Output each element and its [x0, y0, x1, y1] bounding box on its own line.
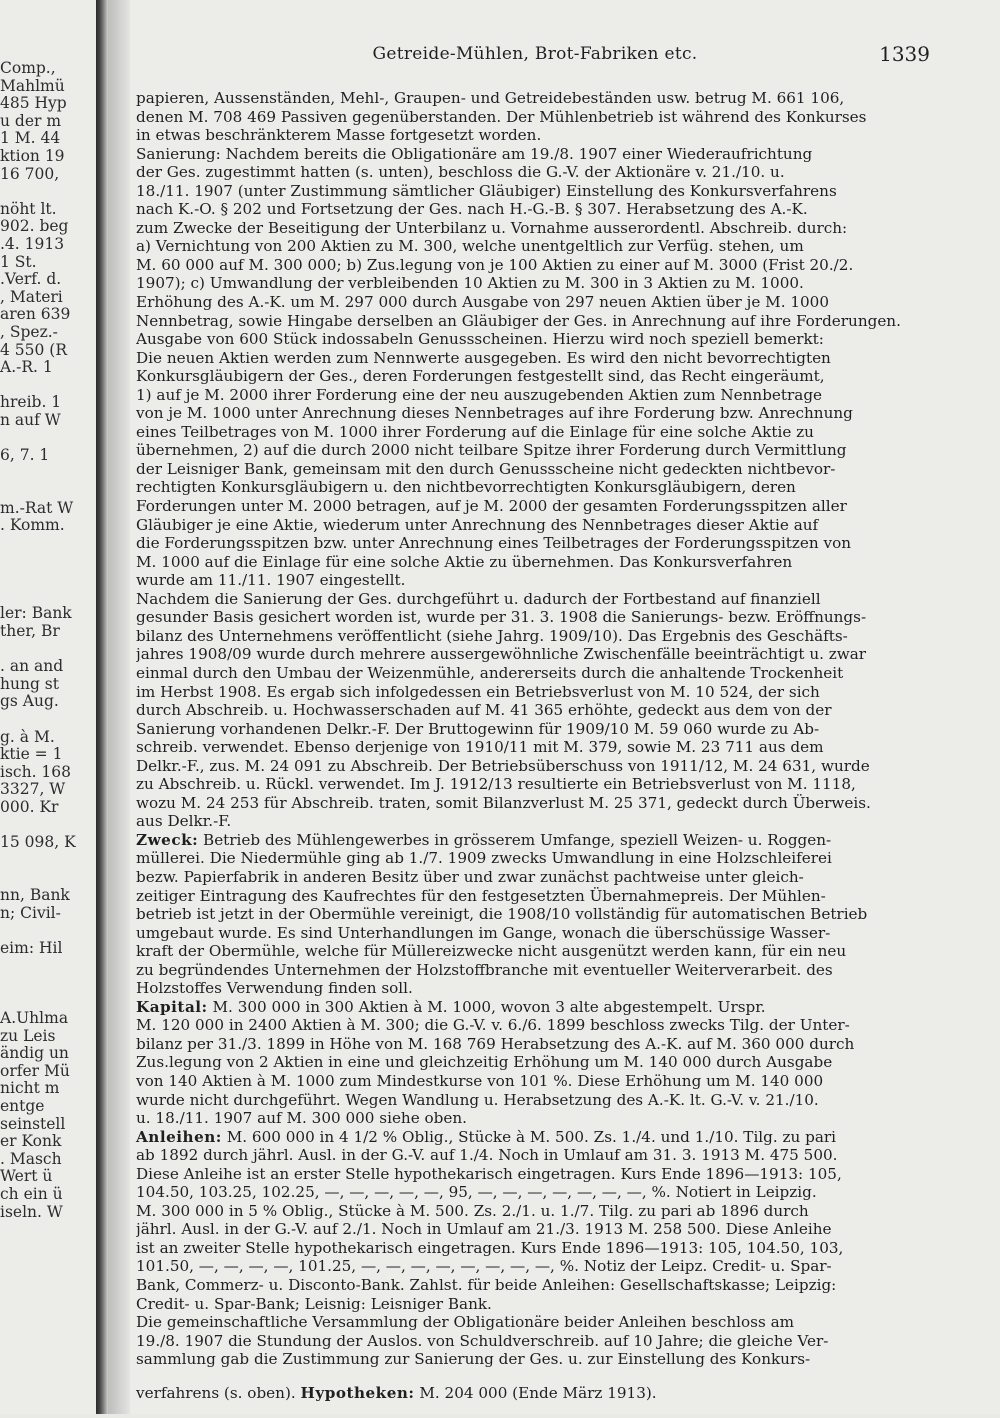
margin-fragment: 15 098, K: [0, 833, 76, 852]
margin-fragment: n; Civil-: [0, 903, 61, 922]
text-line: Konkursgläubigern der Ges., deren Forderungen festgestellt sind, das Recht eingeräumt,: [136, 367, 825, 386]
margin-fragment: [0, 957, 95, 975]
margin-fragment: ktion 19: [0, 146, 65, 165]
text-line: 19./8. 1907 die Stundung der Auslos. von Schuldverschreib. auf 10 Jahre; die gleiche Ver-: [136, 1331, 829, 1350]
margin-fragment: ktie = 1: [0, 745, 63, 764]
previous-page-margin: [0, 60, 95, 1400]
running-header: [140, 44, 930, 66]
text-line: wozu M. 24 253 für Abschreib. traten, somit Bilanzverlust M. 25 371, gedeckt durch Überweis.: [136, 793, 871, 812]
text-line: zum Zwecke der Beseitigung der Unterbilanz u. Vornahme ausserordentl. Abschreib. durch:: [136, 218, 848, 237]
margin-fragment: orfer Mü: [0, 1061, 70, 1080]
margin-fragment: m.-Rat W: [0, 498, 74, 517]
page-body: [136, 89, 922, 1418]
margin-fragment: [0, 975, 95, 993]
margin-fragment: [0, 183, 95, 201]
text-line: betrieb ist jetzt in der Obermühle vereinigt, die 1908/10 vollständig für automatischen Betrieb: [136, 905, 868, 924]
kapital-rest: [136, 1016, 922, 1127]
margin-fragment: [0, 429, 95, 447]
text-line: kraft der Obermühle, welche für Müllereizwecke nicht ausgenützt werden kann, für ein neu: [136, 942, 847, 961]
text-line: M. 300 000 in 5 % Oblig., Stücke à M. 500. Zs. 2./1. u. 1./7. Tilg. zu pari ab 1896 durch: [136, 1201, 809, 1220]
text-line: sammlung gab die Zustimmung zur Sanierung der Ges. u. zur Einstellung des Konkurs-: [136, 1350, 811, 1369]
margin-fragment: [0, 869, 95, 887]
text-line: zeitiger Eintragung des Kaufrechtes für den festgesetzten Übernahmepreis. Der Mühlen-: [136, 886, 826, 905]
anleihen-rest: [136, 1146, 922, 1313]
margin-fragment: 000. Kr: [0, 797, 59, 816]
margin-fragment: u der m: [0, 111, 62, 130]
margin-fragment: [0, 817, 95, 835]
margin-fragment: [0, 465, 95, 483]
text-line: bilanz des Unternehmens veröffentlicht (siehe Jahrg. 1909/10). Das Ergebnis des Geschäfts-: [136, 626, 848, 645]
margin-fragment: seinstell: [0, 1114, 66, 1133]
margin-fragment: ther, Br: [0, 622, 60, 640]
margin-fragment: [0, 852, 95, 870]
margin-fragment: A.-R. 1: [0, 358, 53, 377]
margin-fragment: . Masch: [0, 1149, 62, 1168]
text-line: denen M. 708 469 Passiven gegenüberstanden. Der Mühlenbetrieb ist während des Konkurses: [136, 107, 867, 126]
margin-fragment: Mahlmü: [0, 76, 65, 95]
anleihen-section: [136, 1128, 922, 1313]
text-line: M. 120 000 in 2400 Aktien à M. 300; die G.-V. v. 6./6. 1899 beschloss zwecks Tilg. der Unter-: [136, 1016, 850, 1035]
text-line: einmal durch den Umbau der Weizenmühle, andererseits durch die anhaltende Trockenheit: [136, 663, 844, 682]
margin-fragment: [0, 535, 95, 553]
text-line: bezw. Papierfabrik in anderen Besitz über und zwar zunächst pachtweise unter gleich-: [136, 867, 804, 886]
anleihen-label: Anleihen:: [136, 1127, 222, 1146]
text-line: jahres 1908/09 wurde durch mehrere aussergewöhnliche Zwischenfälle beeinträchtigt u. zwar: [136, 645, 867, 664]
closing-paragraph: [136, 1313, 922, 1369]
text-line: der Leisniger Bank, gemeinsam mit den durch Genussscheine nicht gedeckten nichtbevor-: [136, 459, 836, 478]
text-line: im Herbst 1908. Es ergab sich infolgedessen ein Betriebsverlust von M. 10 524, der sich: [136, 682, 820, 701]
anleihen-first-line: M. 600 000 in 4 1/2 % Oblig., Stücke à M. 500. Zs. 1./4. und 1./10. Tilg. zu pari: [221, 1127, 837, 1146]
text-line: zu begründendes Unternehmen der Holzstoffbranche mit eventueller Weiterverarbeit. des: [136, 960, 833, 979]
text-line: Die gemeinschaftliche Versammlung der Obligationäre beider Anleihen beschloss am: [136, 1313, 795, 1332]
text-line: wurde am 11./11. 1907 eingestellt.: [136, 571, 406, 590]
text-line: die Forderungsspitzen bzw. unter Anrechnung eines Teilbetrages der Forderungsspitzen von: [136, 534, 852, 553]
margin-fragment: . an and: [0, 657, 64, 676]
margin-fragment: Wert ü: [0, 1167, 53, 1186]
text-line: durch Abschreib. u. Hochwasserschaden auf M. 41 365 erhöhte, gedeckt aus dem von der: [136, 701, 832, 720]
text-line: Nennbetrag, sowie Hingabe derselben an Gläubiger der Ges. in Anrechnung auf ihre Forderungen.: [136, 311, 901, 330]
margin-fragment: entge: [0, 1097, 45, 1116]
margin-fragment: 6, 7. 1: [0, 446, 50, 465]
sanierung-paragraph: [136, 145, 922, 590]
text-line: Die neuen Aktien werden zum Nennwerte ausgegeben. Es wird den nicht bevorrechtigten: [136, 348, 831, 367]
text-line: zu Abschreib. u. Rückl. verwendet. Im J. 1912/13 resultierte ein Betriebsverlust von M. 1118,: [136, 775, 856, 794]
hypotheken-value: M. 204 000 (Ende März 1913).: [414, 1383, 657, 1402]
text-line: 18./11. 1907 (unter Zustimmung sämtlicher Gläubiger) Einstellung des Konkursverfahrens: [136, 181, 837, 200]
kapital-section: [136, 998, 922, 1128]
margin-fragment: 4 550 (R: [0, 340, 68, 359]
margin-fragment: eim: Hil: [0, 938, 63, 957]
zweck-label: Zweck:: [136, 830, 199, 849]
text-line: Nachdem die Sanierung der Ges. durchgeführt u. dadurch der Fortbestand auf finanziell: [136, 589, 821, 608]
text-line: 1907); c) Umwandlung der verbleibenden 10 Aktien zu M. 300 in 3 Aktien zu M. 1000.: [136, 274, 804, 293]
zweck-rest: [136, 849, 922, 997]
text-line: ist an zweiter Stelle hypothekarisch eingetragen. Kurs Ende 1896—1913: 105, 104.50, 103,: [136, 1238, 844, 1257]
text-line: Sanierung: Nachdem bereits die Obligationäre am 19./8. 1907 einer Wiederaufrichtung: [136, 144, 813, 163]
margin-fragment: [0, 641, 95, 659]
text-line: der Ges. zugestimmt hatten (s. unten), beschloss die G.-V. der Aktionäre v. 21./10. u.: [136, 163, 785, 182]
text-line: rechtigten Konkursgläubigern u. den nichtbevorrechtigten Konkursgläubigern, deren: [136, 478, 796, 497]
nachdem-paragraph: [136, 590, 922, 831]
margin-fragment: gs Aug.: [0, 692, 59, 711]
margin-fragment: 485 Hyp: [0, 94, 67, 113]
text-line: in etwas beschränkterem Masse fortgesetzt worden.: [136, 126, 542, 145]
margin-fragment: [0, 588, 95, 606]
margin-fragment: hreib. 1: [0, 393, 62, 412]
text-line: u. 18./11. 1907 auf M. 300 000 siehe oben.: [136, 1109, 467, 1128]
margin-fragment: Comp.,: [0, 60, 56, 77]
margin-fragment: , Spez.-: [0, 322, 58, 341]
zweck-first-line: Betrieb des Mühlengewerbes in grösserem Umfange, speziell Weizen- u. Roggen-: [198, 830, 832, 849]
text-line: Credit- u. Spar-Bank; Leisnig: Leisniger Bank.: [136, 1294, 492, 1313]
text-line: M. 1000 auf die Einlage für eine solche Aktie zu übernehmen. Das Konkursverfahren: [136, 552, 793, 571]
margin-fragment: .Verf. d.: [0, 270, 62, 289]
text-line: 1) auf je M. 2000 ihrer Forderung eine der neu auszugebenden Aktien zum Nennbetrage: [136, 385, 823, 404]
margin-fragment: zu Leis: [0, 1026, 56, 1045]
margin-fragment: , Materi: [0, 287, 63, 306]
text-line: bilanz per 31./3. 1899 in Höhe von M. 168 769 Herabsetzung des A.-K. auf M. 360 000 durch: [136, 1034, 855, 1053]
text-line: ab 1892 durch jährl. Ausl. in der G.-V. auf 1./4. Noch in Umlauf am 31. 3. 1913 M. 475 500.: [136, 1146, 838, 1165]
margin-fragment: 3327, W: [0, 780, 66, 799]
margin-fragment: hung st: [0, 674, 59, 693]
text-line: 104.50, 103.25, 102.25, —, —, —, —, —, 95, —, —, —, —, —, —, —, %. Notiert in Leipzig.: [136, 1183, 817, 1202]
margin-fragment: nn, Bank: [0, 885, 70, 904]
text-line: müllerei. Die Niedermühle ging ab 1./7. 1909 zwecks Umwandlung in eine Holzschleiferei: [136, 849, 832, 868]
margin-fragment: ler: Bank: [0, 604, 72, 623]
margin-fragment: [0, 922, 95, 940]
margin-fragment: nöht lt.: [0, 199, 57, 218]
margin-fragment: er Konk: [0, 1132, 62, 1151]
text-line: umgebaut wurde. Es sind Unterhandlungen im Gange, wonach die überschüssige Wasser-: [136, 923, 831, 942]
text-line: von je M. 1000 unter Anrechnung dieses Nennbetrages auf ihre Forderung bzw. Anrechnung: [136, 404, 853, 423]
margin-fragment: 1 St.: [0, 252, 37, 271]
text-line: papieren, Aussenständen, Mehl-, Graupen- und Getreidebeständen usw. betrug M. 661 106,: [136, 89, 845, 107]
text-line: Zus.legung von 2 Aktien in eine und gleichzeitig Erhöhung um M. 140 000 durch Ausgabe: [136, 1053, 833, 1072]
margin-fragment: [0, 992, 95, 1010]
intro-paragraph: [136, 89, 922, 145]
text-line: 101.50, —, —, —, —, 101.25, —, —, —, —, —, —, —, —, %. Notiz der Leipz. Credit- u. Spar-: [136, 1257, 832, 1276]
book-gutter-shadow: [96, 0, 108, 1414]
text-line: von 140 Aktien à M. 1000 zum Mindestkurse von 101 %. Diese Erhöhung um M. 140 000: [136, 1071, 824, 1090]
closing-last-text: verfahrens (s. oben).: [136, 1383, 301, 1402]
margin-fragment: [0, 711, 95, 729]
margin-fragment: n auf W: [0, 410, 61, 429]
book-gutter-fade: [108, 0, 130, 1414]
hypotheken-label: Hypotheken:: [300, 1383, 415, 1402]
margin-fragment: A.Uhlma: [0, 1009, 69, 1028]
margin-fragment: [0, 377, 95, 395]
kapital-first-line: M. 300 000 in 300 Aktien à M. 1000, wovon 3 alte abgestempelt. Urspr.: [207, 997, 766, 1016]
margin-fragment: [0, 570, 95, 588]
text-line: Holzstoffes Verwendung finden soll.: [136, 979, 413, 998]
margin-fragment: aren 639: [0, 305, 71, 324]
text-line: wurde nicht durchgeführt. Wegen Wandlung u. Herabsetzung des A.-K. lt. G.-V. v. 21./10.: [136, 1090, 819, 1109]
margin-fragment: 1 M. 44: [0, 129, 61, 148]
margin-fragment: .4. 1913: [0, 234, 65, 253]
text-line: Ausgabe von 600 Stück indossabeln Genussscheinen. Hierzu wird noch speziell bemerkt:: [136, 330, 824, 349]
margin-fragment: g. à M.: [0, 727, 55, 746]
zweck-section: [136, 831, 922, 998]
margin-fragment: . Komm.: [0, 516, 65, 535]
text-line: gesunder Basis gesichert worden ist, wurde per 31. 3. 1908 die Sanierungs- bezw. Eröffnungs-: [136, 608, 867, 627]
text-line: Gläubiger je eine Aktie, wiederum unter Anrechnung des Nennbetrages dieser Aktie auf: [136, 515, 819, 534]
text-line: Bank, Commerz- u. Disconto-Bank. Zahlst. für beide Anleihen: Gesellschaftskasse; Leipzig:: [136, 1276, 837, 1294]
text-line: M. 60 000 auf M. 300 000; b) Zus.legung von je 100 Aktien zu einer auf M. 3000 (Frist 20./2.: [136, 255, 854, 274]
margin-fragment: ch ein ü: [0, 1185, 63, 1203]
text-line: a) Vernichtung von 200 Aktien zu M. 300, welche unentgeltlich zur Verfüg. stehen, um: [136, 237, 804, 256]
margin-fragment: 902. beg: [0, 217, 69, 236]
margin-fragment: 16 700,: [0, 164, 60, 183]
kapital-label: Kapital:: [136, 997, 208, 1016]
margin-fragment: isch. 168: [0, 762, 72, 781]
page-number: 1339: [879, 42, 930, 66]
margin-fragment: nicht m: [0, 1079, 60, 1098]
margin-fragment: [0, 553, 95, 571]
margin-fragment: iseln. W: [0, 1202, 63, 1221]
text-line: schreib. verwendet. Ebenso derjenige von 1910/11 mit M. 379, sowie M. 23 711 aus dem: [136, 738, 824, 757]
text-line: nach K.-O. § 202 und Fortsetzung der Ges. nach H.-G.-B. § 307. Herabsetzung des A.-K.: [136, 200, 808, 219]
text-line: aus Delkr.-F.: [136, 812, 232, 831]
text-line: Forderungen unter M. 2000 betragen, auf je M. 2000 der gesamten Forderungsspitzen aller: [136, 497, 847, 516]
margin-fragment: [0, 482, 95, 500]
hypotheken-line: [136, 1384, 922, 1403]
text-line: Erhöhung des A.-K. um M. 297 000 durch Ausgabe von 297 neuen Aktien über je M. 1000: [136, 293, 829, 312]
running-title: Getreide-Mühlen, Brot-Fabriken etc.: [372, 44, 698, 64]
text-line: übernehmen, 2) auf die durch 2000 nicht teilbare Spitze ihrer Forderung durch Vermittlung: [136, 441, 847, 460]
text-line: Sanierung vorhandenen Delkr.-F. Der Bruttogewinn für 1909/10 M. 59 060 wurde zu Ab-: [136, 719, 820, 738]
text-line: Diese Anleihe ist an erster Stelle hypothekarisch eingetragen. Kurs Ende 1896—1913: 105,: [136, 1164, 842, 1183]
margin-fragment: ändig un: [0, 1044, 69, 1063]
text-line: eines Teilbetrages von M. 1000 ihrer Forderung auf die Einlage für eine solche Aktie zu: [136, 422, 814, 441]
text-line: Delkr.-F., zus. M. 24 091 zu Abschreib. Der Betriebsüberschuss von 1911/12, M. 24 631, wurde: [136, 756, 870, 775]
text-line: jährl. Ausl. in der G.-V. auf 2./1. Noch in Umlauf am 21./3. 1913 M. 258 500. Diese Anleihe: [136, 1220, 832, 1239]
